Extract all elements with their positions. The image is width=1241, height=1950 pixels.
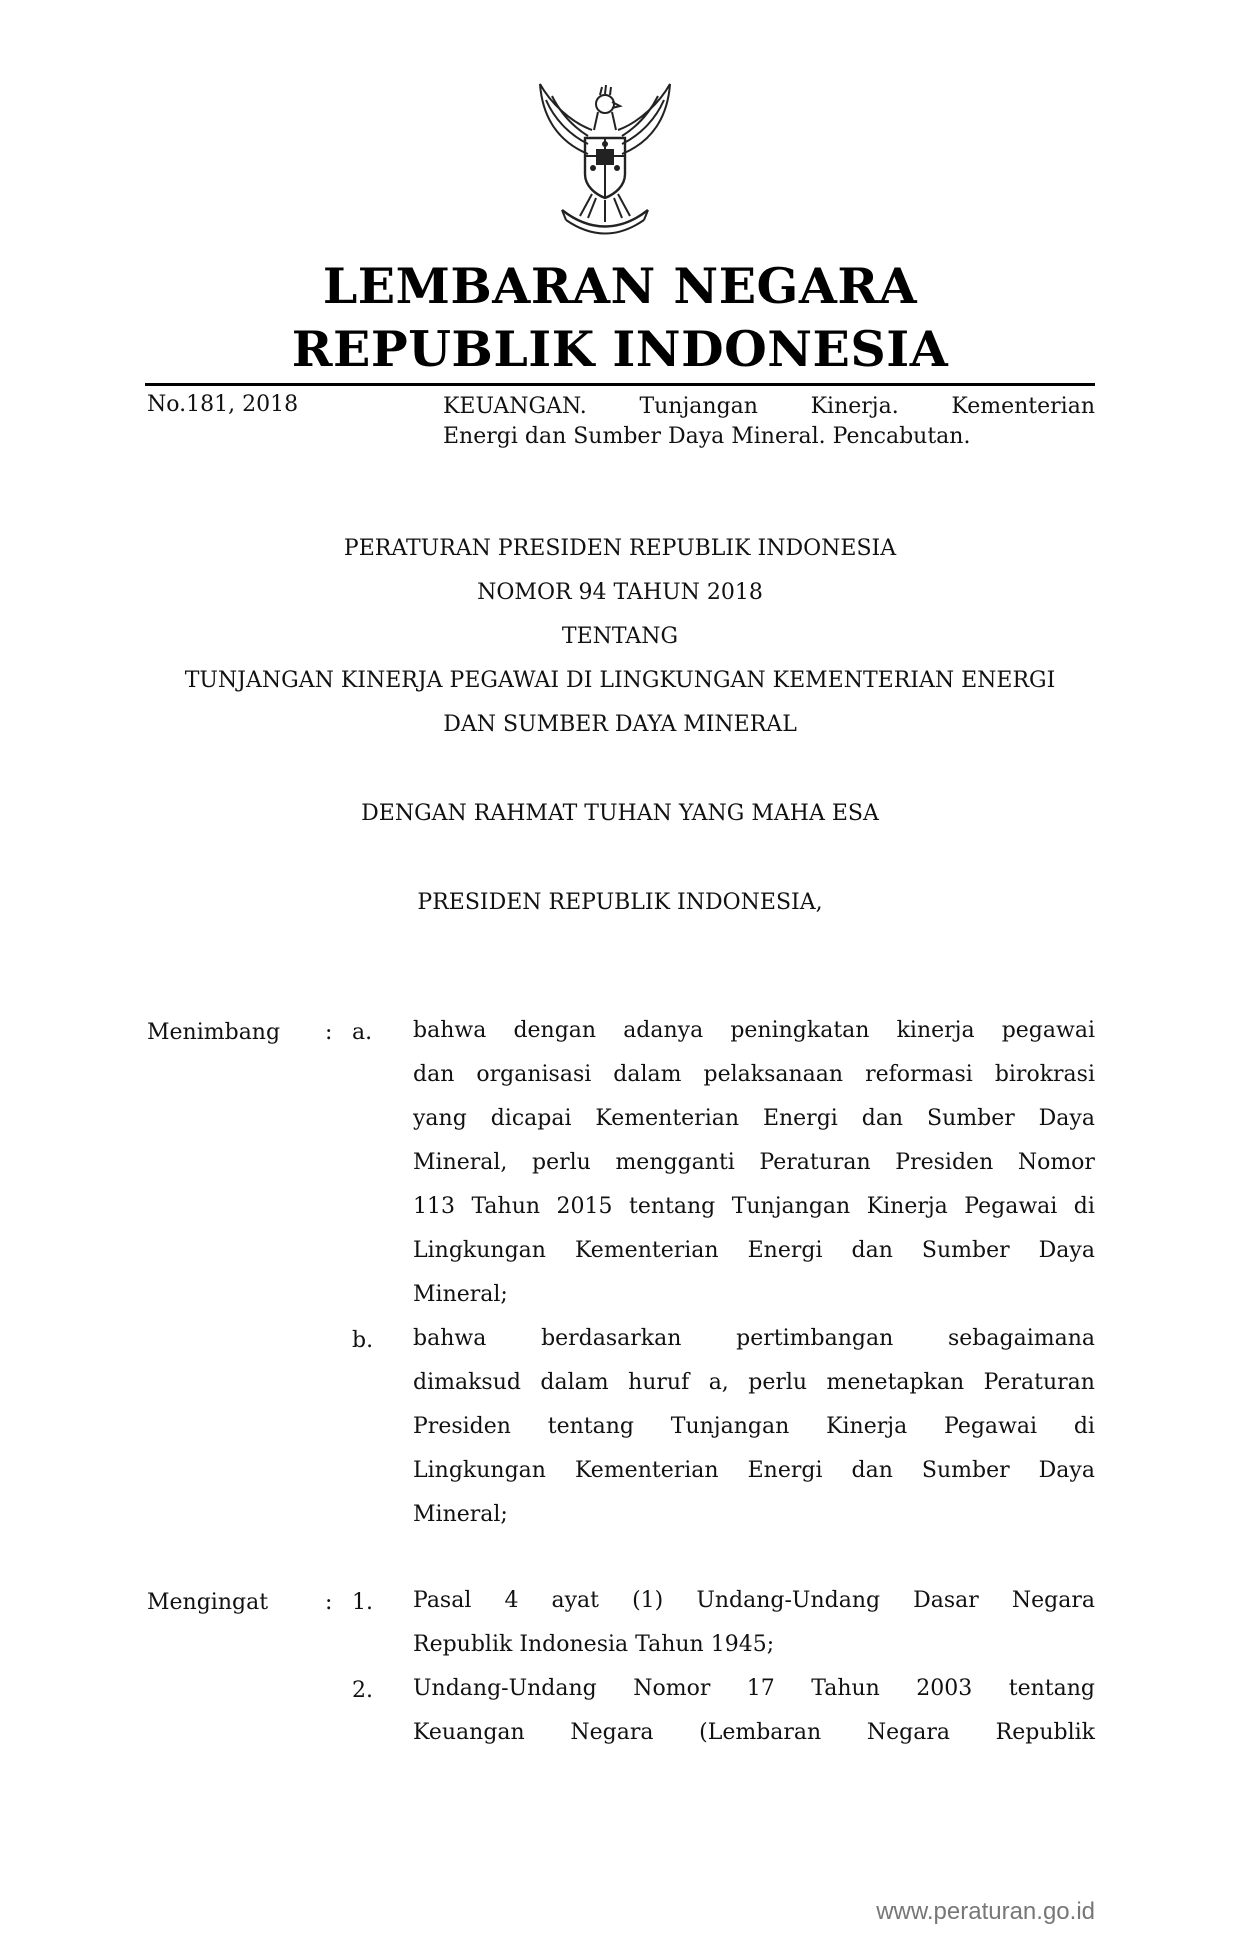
subject-line-2: Energi dan Sumber Daya Mineral. Pencabutan.: [443, 424, 971, 449]
paragraph-line: [413, 1361, 1095, 1405]
paragraph-line: [413, 1141, 1095, 1185]
paragraph-word: Tunjangan: [731, 1194, 851, 1219]
paragraph-word: Keuangan: [413, 1720, 525, 1745]
paragraph-word: Energi: [747, 1458, 823, 1483]
paragraph-word: dimaksud: [413, 1370, 521, 1395]
paragraph-word: Negara: [570, 1720, 654, 1745]
paragraph-word: dalam: [540, 1370, 609, 1395]
menimbang-label: Menimbang: [147, 1020, 281, 1045]
gazette-subject: [443, 392, 1095, 452]
paragraph-word: huruf: [628, 1370, 690, 1395]
item-marker: 2.: [352, 1678, 373, 1703]
paragraph-word: di: [1073, 1194, 1095, 1219]
garuda-emblem-icon: [530, 82, 680, 242]
paragraph-word: kinerja: [896, 1018, 975, 1043]
paragraph-word: di: [1073, 1414, 1095, 1439]
mengingat-colon: :: [325, 1590, 333, 1615]
paragraph-word: bahwa: [413, 1018, 487, 1043]
paragraph-word: Kinerja: [826, 1414, 908, 1439]
paragraph-word: Kinerja: [866, 1194, 948, 1219]
paragraph-word: adanya: [623, 1018, 704, 1043]
president-heading: PRESIDEN REPUBLIK INDONESIA,: [417, 890, 823, 915]
paragraph-line: [413, 1711, 1095, 1755]
paragraph-word: Pegawai: [944, 1414, 1038, 1439]
subject-line-1: [443, 392, 1095, 422]
paragraph-word: 2003: [916, 1676, 973, 1701]
paragraph-word: yang: [413, 1106, 467, 1131]
title-line-2: NOMOR 94 TAHUN 2018: [477, 580, 763, 605]
paragraph-word: ayat: [551, 1588, 600, 1613]
paragraph-line: [413, 1185, 1095, 1229]
paragraph-line: [413, 1623, 1095, 1667]
paragraph-word: Kementerian: [574, 1238, 719, 1263]
paragraph-word: Undang-Undang: [696, 1588, 881, 1613]
paragraph-word: (1): [632, 1588, 664, 1613]
gazette-number: No.181, 2018: [147, 392, 299, 417]
paragraph-line: [413, 1053, 1095, 1097]
paragraph-word: Dasar: [913, 1588, 979, 1613]
paragraph-word: pelaksanaan: [703, 1062, 844, 1087]
paragraph-word: Energi: [762, 1106, 838, 1131]
menimbang-item-a: [413, 1009, 1095, 1317]
menimbang-colon: :: [325, 1020, 333, 1045]
paragraph-word: Daya: [1038, 1458, 1095, 1483]
paragraph-word: dan: [851, 1458, 893, 1483]
paragraph-word: Sumber: [921, 1238, 1010, 1263]
subject-word: Kinerja.: [810, 394, 899, 419]
paragraph-word: Presiden: [413, 1414, 511, 1439]
paragraph-word: tentang: [1008, 1676, 1095, 1701]
paragraph-word: Tahun: [471, 1194, 541, 1219]
paragraph-word: Mineral;: [413, 1282, 508, 1307]
paragraph-word: perlu: [748, 1370, 808, 1395]
title-line-4: TUNJANGAN KINERJA PEGAWAI DI LINGKUNGAN KEMENTERIAN ENERGI: [184, 668, 1056, 693]
paragraph-word: (Lembaran: [699, 1720, 822, 1745]
paragraph-word: Pegawai: [964, 1194, 1058, 1219]
paragraph-word: birokrasi: [994, 1062, 1095, 1087]
item-marker: b.: [352, 1328, 374, 1353]
paragraph-word: bahwa: [413, 1326, 487, 1351]
paragraph-word: Sumber: [921, 1458, 1010, 1483]
paragraph-word: Tahun: [811, 1676, 880, 1701]
paragraph-word: dan: [851, 1238, 893, 1263]
paragraph-word: Peraturan: [983, 1370, 1095, 1395]
paragraph-word: a,: [708, 1370, 729, 1395]
paragraph-word: Kementerian: [574, 1458, 719, 1483]
paragraph-word: 4: [504, 1588, 519, 1613]
paragraph-word: organisasi: [476, 1062, 592, 1087]
paragraph-word: Peraturan: [759, 1150, 871, 1175]
paragraph-word: Mineral,: [413, 1150, 508, 1175]
paragraph-word: Negara: [866, 1720, 950, 1745]
masthead-line-2: REPUBLIK INDONESIA: [291, 320, 949, 378]
paragraph-line: [413, 1229, 1095, 1273]
paragraph-word: tentang: [547, 1414, 634, 1439]
paragraph-word: peningkatan: [730, 1018, 870, 1043]
invocation: DENGAN RAHMAT TUHAN YANG MAHA ESA: [361, 801, 879, 826]
paragraph-line: [413, 1493, 1095, 1537]
paragraph-word: Mineral;: [413, 1502, 508, 1527]
paragraph-word: mengganti: [615, 1150, 735, 1175]
masthead-divider: [145, 383, 1095, 386]
item-marker: a.: [352, 1020, 373, 1045]
paragraph-line: [413, 1097, 1095, 1141]
paragraph-word: Republik Indonesia Tahun 1945;: [413, 1632, 775, 1657]
paragraph-word: Presiden: [895, 1150, 994, 1175]
subject-word: KEUANGAN.: [443, 394, 587, 419]
paragraph-word: 113: [413, 1194, 455, 1219]
title-line-5: DAN SUMBER DAYA MINERAL: [443, 712, 797, 737]
paragraph-word: dicapai: [490, 1106, 572, 1131]
paragraph-word: dan: [413, 1062, 455, 1087]
mengingat-label: Mengingat: [147, 1590, 269, 1615]
paragraph-line: [413, 1579, 1095, 1623]
paragraph-word: pegawai: [1001, 1018, 1095, 1043]
menimbang-item-b: [413, 1317, 1095, 1537]
paragraph-line: [413, 1449, 1095, 1493]
paragraph-word: berdasarkan: [541, 1326, 682, 1351]
mengingat-item-2: [413, 1667, 1095, 1755]
paragraph-word: Nomor: [1017, 1150, 1095, 1175]
paragraph-word: Energi: [747, 1238, 823, 1263]
paragraph-word: Lingkungan: [413, 1238, 546, 1263]
paragraph-word: dengan: [513, 1018, 597, 1043]
paragraph-word: Republik: [995, 1720, 1095, 1745]
item-marker: 1.: [352, 1590, 373, 1615]
paragraph-word: Pasal: [413, 1588, 472, 1613]
paragraph-word: Sumber: [927, 1106, 1015, 1131]
paragraph-word: Undang-Undang: [413, 1676, 597, 1701]
paragraph-word: Tunjangan: [670, 1414, 790, 1439]
footer-url: www.peraturan.go.id: [876, 1898, 1095, 1925]
paragraph-word: 2015: [556, 1194, 613, 1219]
paragraph-word: pertimbangan: [736, 1326, 894, 1351]
paragraph-word: perlu: [532, 1150, 591, 1175]
paragraph-word: Negara: [1011, 1588, 1095, 1613]
title-line-3: TENTANG: [561, 624, 679, 649]
mengingat-item-1: [413, 1579, 1095, 1667]
paragraph-word: sebagaimana: [947, 1326, 1095, 1351]
paragraph-word: reformasi: [865, 1062, 973, 1087]
paragraph-word: Daya: [1038, 1238, 1095, 1263]
paragraph-line: [413, 1009, 1095, 1053]
title-line-1: PERATURAN PRESIDEN REPUBLIK INDONESIA: [343, 536, 897, 561]
paragraph-line: [413, 1317, 1095, 1361]
paragraph-line: [413, 1273, 1095, 1317]
masthead-line-1: LEMBARAN NEGARA: [322, 257, 918, 315]
paragraph-word: Nomor: [633, 1676, 711, 1701]
paragraph-line: [413, 1405, 1095, 1449]
paragraph-word: 17: [746, 1676, 775, 1701]
paragraph-word: tentang: [629, 1194, 716, 1219]
paragraph-word: Daya: [1038, 1106, 1095, 1131]
paragraph-word: Lingkungan: [413, 1458, 546, 1483]
paragraph-word: Kementerian: [595, 1106, 740, 1131]
subject-word: Tunjangan: [639, 394, 758, 419]
paragraph-word: menetapkan: [826, 1370, 965, 1395]
paragraph-word: dan: [861, 1106, 904, 1131]
paragraph-word: dalam: [613, 1062, 682, 1087]
paragraph-line: [413, 1667, 1095, 1711]
subject-word: Kementerian: [951, 394, 1095, 419]
